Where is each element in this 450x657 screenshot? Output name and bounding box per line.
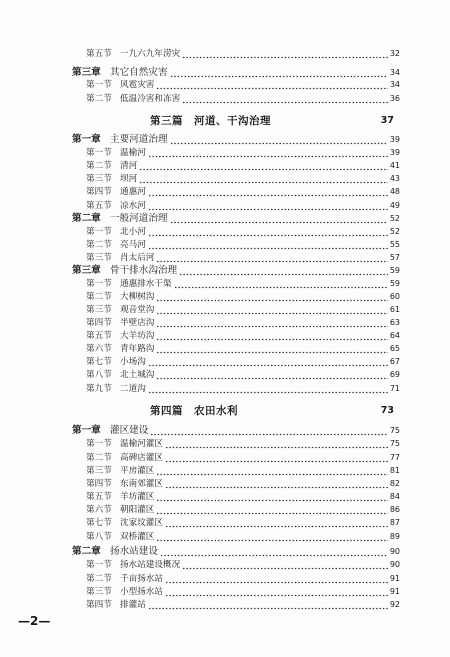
dot-leader (156, 368, 387, 382)
entry-number: 第一节 (86, 439, 112, 449)
entry-title: 骨干排水沟治理 (110, 265, 178, 276)
toc-section-entry[interactable] (86, 558, 400, 572)
dot-leader (165, 437, 388, 451)
entry-title: 小型扬水站 (120, 587, 163, 597)
entry-number: 第二节 (86, 94, 112, 104)
entry-number: 第六节 (86, 344, 112, 354)
entry-title: 清河 (120, 161, 138, 171)
toc-section-entry[interactable] (86, 277, 400, 291)
dot-leader (165, 516, 388, 530)
entry-number: 第二章 (72, 546, 101, 557)
dot-leader (179, 264, 388, 278)
dot-leader (165, 451, 388, 465)
page-number: 60 (389, 292, 400, 301)
page-number: 77 (389, 453, 400, 462)
toc-section-entry[interactable] (86, 490, 400, 504)
entry-number: 第八节 (86, 532, 112, 542)
entry-number: 第三节 (86, 253, 112, 263)
dot-leader (148, 355, 388, 369)
toc-chapter-entry[interactable] (72, 133, 400, 147)
page-number: 41 (389, 161, 400, 170)
page-number: 73 (380, 404, 394, 416)
page-number: 36 (389, 94, 400, 103)
entry-title: 通惠河 (120, 187, 146, 197)
entry-title: 羊坊灌区 (120, 492, 155, 502)
entry-number: 第一节 (86, 148, 112, 158)
entry-number: 第二节 (86, 292, 112, 302)
entry-number: 第九节 (86, 384, 112, 394)
dot-leader (148, 199, 388, 213)
toc-chapter-entry[interactable] (72, 212, 400, 226)
page-number: 71 (389, 384, 400, 393)
entry-title: 风雹灾害 (120, 80, 155, 90)
entry-number: 第四节 (86, 318, 112, 328)
toc-section-entry[interactable] (86, 516, 400, 530)
toc-section-entry[interactable] (86, 368, 400, 382)
toc-section-entry[interactable] (86, 159, 400, 173)
dot-leader (148, 146, 388, 160)
entry-title: 双桥灌区 (120, 532, 155, 542)
toc-chapter-entry[interactable] (72, 264, 400, 278)
part-title: 第四篇 农田水利 (150, 404, 238, 417)
toc-section-entry[interactable] (86, 92, 400, 106)
entry-number: 第四节 (86, 479, 112, 489)
entry-number: 第三章 (72, 67, 101, 78)
toc-section-entry[interactable] (86, 290, 400, 304)
entry-title: 坝河 (120, 174, 138, 184)
dot-leader (156, 503, 387, 517)
entry-number: 第五节 (86, 201, 112, 211)
toc-section-entry[interactable] (86, 477, 400, 491)
toc-section-entry[interactable] (86, 464, 400, 478)
page-number: 57 (389, 253, 400, 262)
entry-number: 第七节 (86, 518, 112, 528)
dot-leader (156, 342, 387, 356)
toc-part-heading[interactable] (150, 112, 394, 128)
entry-title: 亮马河 (120, 240, 146, 250)
dot-leader (156, 530, 387, 544)
entry-title: 温榆河灌区 (120, 439, 163, 449)
entry-number: 第三章 (72, 265, 101, 276)
page-number: 43 (389, 174, 400, 183)
toc-section-entry[interactable] (86, 172, 400, 186)
page-number: 61 (389, 305, 400, 314)
toc-section-entry[interactable] (86, 382, 400, 396)
entry-title: 扬水站建设 (110, 546, 158, 557)
dot-leader (170, 133, 388, 147)
page-number: 89 (389, 532, 400, 541)
entry-title: 高碑店灌区 (120, 453, 163, 463)
page-number: 90 (389, 560, 400, 569)
entry-number: 第一章 (72, 134, 101, 145)
toc-section-entry[interactable] (86, 342, 400, 356)
entry-title: 扬水站建设概况 (120, 560, 181, 570)
entry-number: 第三节 (86, 305, 112, 315)
entry-number: 第三节 (86, 587, 112, 597)
entry-number: 第二节 (86, 453, 112, 463)
dot-leader (160, 545, 388, 559)
entry-number: 第五节 (86, 492, 112, 502)
page-number: 52 (389, 227, 400, 236)
page-number: 34 (389, 68, 400, 77)
entry-title: 一般河道治理 (110, 213, 168, 224)
page-number: 65 (389, 344, 400, 353)
entry-title: 温榆河 (120, 148, 146, 158)
entry-number: 第七节 (86, 357, 112, 367)
entry-number: 第三节 (86, 174, 112, 184)
page-number: 49 (389, 201, 400, 210)
entry-number: 第一节 (86, 279, 112, 289)
entry-title: 主要河道治理 (110, 134, 168, 145)
page-number: 52 (389, 214, 400, 223)
toc-section-entry[interactable] (86, 530, 400, 544)
page-number: 48 (389, 187, 400, 196)
page-number: 39 (389, 148, 400, 157)
entry-title: 沈家坟灌区 (120, 518, 163, 528)
entry-title: 凉水河 (120, 201, 146, 211)
toc-section-entry[interactable] (86, 199, 400, 213)
entry-title: 半壁店沟 (120, 318, 155, 328)
page-number: 59 (389, 266, 400, 275)
part-title: 第三篇 河道、干沟治理 (150, 114, 271, 127)
entry-title: 大柳树沟 (120, 292, 155, 302)
dot-leader (174, 277, 388, 291)
toc-chapter-entry[interactable] (72, 424, 400, 438)
dot-leader (156, 329, 387, 343)
dot-leader (148, 185, 388, 199)
entry-number: 第二章 (72, 213, 101, 224)
entry-number: 第六节 (86, 505, 112, 515)
dot-leader (165, 585, 388, 599)
entry-number: 第二节 (86, 240, 112, 250)
page-number: 84 (389, 492, 400, 501)
toc-section-entry[interactable] (86, 225, 400, 239)
toc-section-entry[interactable] (86, 598, 400, 612)
toc-section-entry[interactable] (86, 47, 400, 61)
entry-number: 第四节 (86, 600, 112, 610)
page-number: 64 (389, 331, 400, 340)
page-number: 90 (389, 547, 400, 556)
toc-section-entry[interactable] (86, 316, 400, 330)
dot-leader (182, 558, 388, 572)
dot-leader (156, 290, 387, 304)
dot-leader (148, 598, 388, 612)
page-number: 86 (389, 505, 400, 514)
page-number: 81 (389, 466, 400, 475)
page-number: 32 (389, 49, 400, 58)
entry-title: 肖太后河 (120, 253, 155, 263)
entry-title: 千亩扬水站 (120, 574, 163, 584)
dot-leader (156, 464, 387, 478)
entry-title: 通惠排水干渠 (120, 279, 172, 289)
toc-section-entry[interactable] (86, 303, 400, 317)
page-number-footer: —2— (18, 614, 51, 628)
entry-title: 北土城沟 (120, 370, 155, 380)
entry-number: 第五节 (86, 49, 112, 59)
toc-section-entry[interactable] (86, 329, 400, 343)
dot-leader (156, 490, 387, 504)
entry-number: 第一节 (86, 227, 112, 237)
page-number: 75 (389, 439, 400, 448)
toc-section-entry[interactable] (86, 437, 400, 451)
page-number: 91 (389, 587, 400, 596)
entry-number: 第四节 (86, 187, 112, 197)
page-number: 75 (389, 426, 400, 435)
toc-section-entry[interactable] (86, 185, 400, 199)
entry-title: 灌区建设 (110, 425, 149, 436)
entry-title: 一九六九年涝灾 (120, 49, 181, 59)
page-number: 37 (380, 114, 394, 126)
dot-leader (150, 424, 387, 438)
entry-number: 第一章 (72, 425, 101, 436)
page-number: 63 (389, 318, 400, 327)
entry-title: 小场沟 (120, 357, 146, 367)
dot-leader (148, 238, 388, 252)
entry-title: 其它自然灾害 (110, 67, 168, 78)
page-number: 34 (389, 80, 400, 89)
dot-leader (156, 316, 387, 330)
dot-leader (139, 159, 388, 173)
dot-leader (139, 172, 388, 186)
entry-number: 第一节 (86, 560, 112, 570)
entry-title: 朝阳灌区 (120, 505, 155, 515)
page-number: 92 (389, 600, 400, 609)
entry-number: 第五节 (86, 331, 112, 341)
toc-chapter-entry[interactable] (72, 545, 400, 559)
toc-section-entry[interactable] (86, 572, 400, 586)
entry-number: 第二节 (86, 574, 112, 584)
entry-number: 第二节 (86, 161, 112, 171)
entry-title: 北小河 (120, 227, 146, 237)
entry-title: 平房灌区 (120, 466, 155, 476)
dot-leader (148, 382, 388, 396)
toc-section-entry[interactable] (86, 451, 400, 465)
page-number: 39 (389, 135, 400, 144)
toc-section-entry[interactable] (86, 503, 400, 517)
page-number: 55 (389, 240, 400, 249)
dot-leader (165, 477, 388, 491)
dot-leader (156, 303, 387, 317)
entry-title: 青年路沟 (120, 344, 155, 354)
toc-section-entry[interactable] (86, 78, 400, 92)
page-number: 67 (389, 357, 400, 366)
dot-leader (182, 92, 388, 106)
dot-leader (156, 251, 387, 265)
toc-section-entry[interactable] (86, 251, 400, 265)
toc-section-entry[interactable] (86, 355, 400, 369)
page-number: 91 (389, 574, 400, 583)
page-number: 82 (389, 479, 400, 488)
toc-section-entry[interactable] (86, 146, 400, 160)
page-number: 69 (389, 370, 400, 379)
dot-leader (156, 78, 387, 92)
entry-title: 观音堂沟 (120, 305, 155, 315)
toc-section-entry[interactable] (86, 585, 400, 599)
entry-title: 二道沟 (120, 384, 146, 394)
entry-title: 低温冷害和冻害 (120, 94, 181, 104)
dot-leader (148, 225, 388, 239)
page-number: 87 (389, 518, 400, 527)
toc-section-entry[interactable] (86, 238, 400, 252)
page-number: 59 (389, 279, 400, 288)
entry-title: 大羊坊沟 (120, 331, 155, 341)
entry-number: 第三节 (86, 466, 112, 476)
toc-part-heading[interactable] (150, 402, 394, 418)
entry-number: 第八节 (86, 370, 112, 380)
dot-leader (182, 47, 388, 61)
dot-leader (170, 212, 388, 226)
entry-title: 东南郊灌区 (120, 479, 163, 489)
entry-title: 排灌站 (120, 600, 146, 610)
dot-leader (165, 572, 388, 586)
entry-number: 第一节 (86, 80, 112, 90)
